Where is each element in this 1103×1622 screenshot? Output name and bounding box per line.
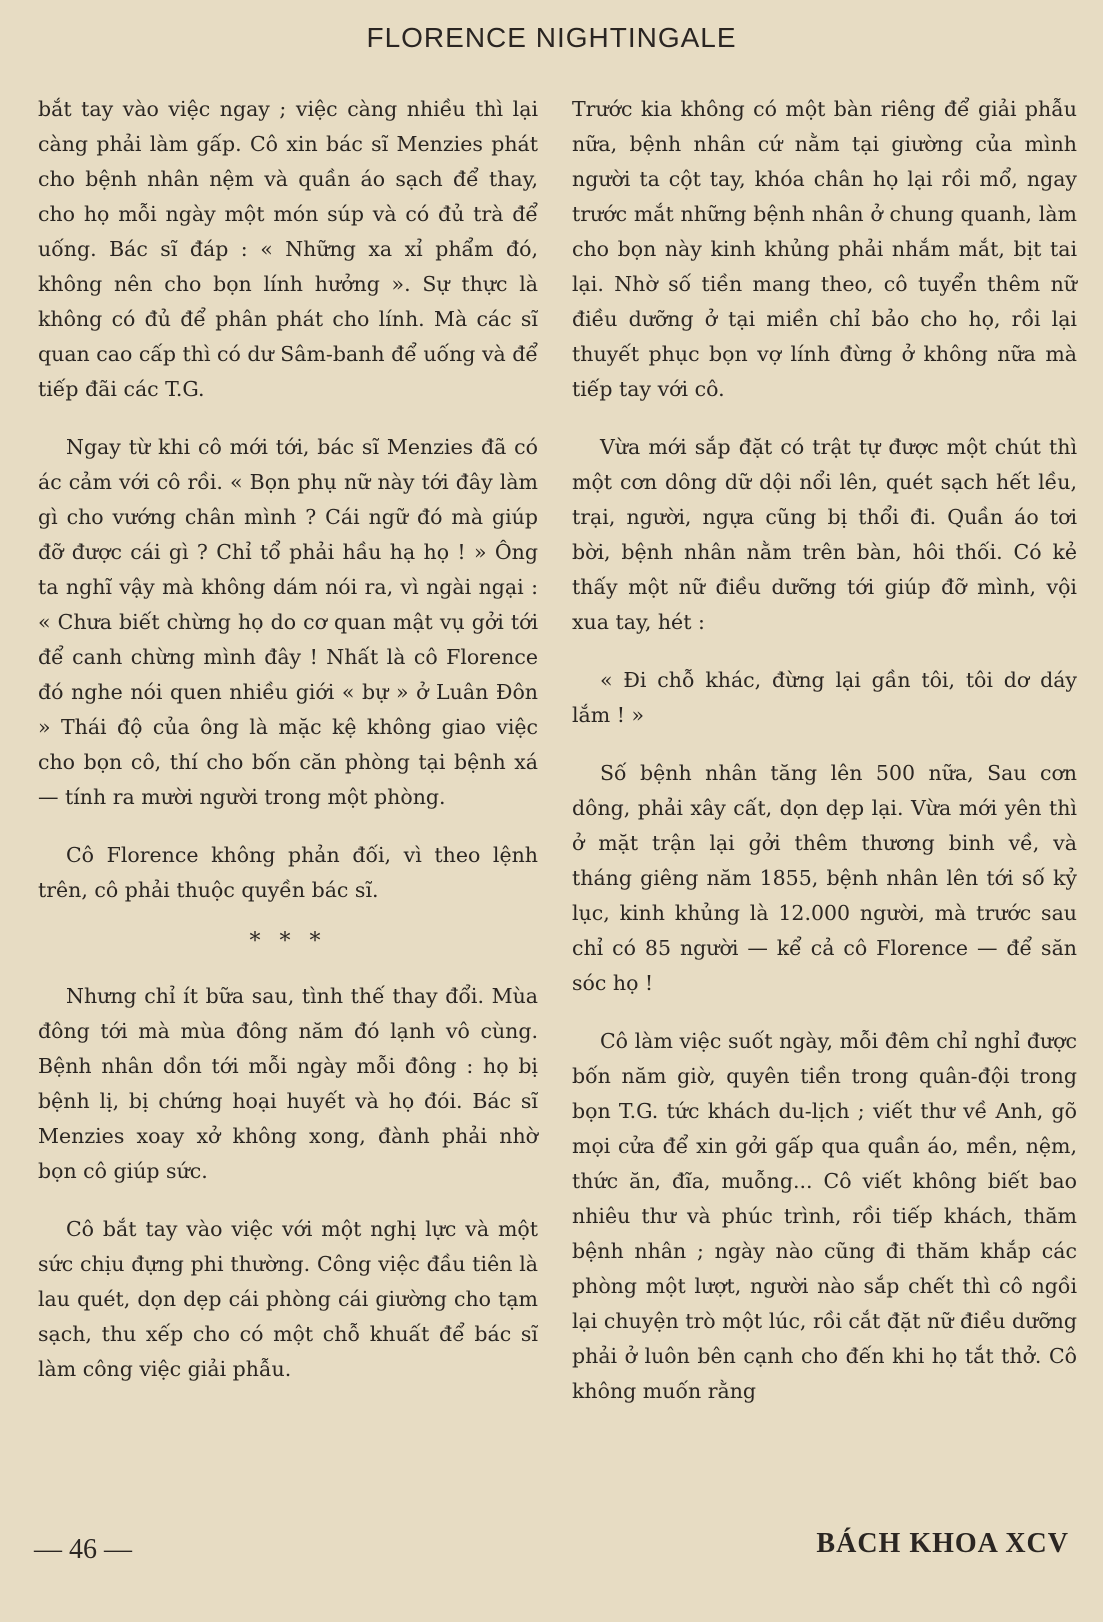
running-header: FLORENCE NIGHTINGALE <box>366 22 737 53</box>
quote-paragraph: « Đi chỗ khác, đừng lại gần tôi, tôi dơ dáy lắm ! » <box>572 668 1077 727</box>
paragraph: Ngay từ khi cô mới tới, bác sĩ Menzies đã có ác cảm với cô rồi. « Bọn phụ nữ này tới đây làm gì cho vướng chân mình ? Cái ngữ đó mà giúp đỡ được cái gì ? Chỉ tổ phải hầu hạ họ ! » Ông ta nghĩ vậy mà không dám nói ra, vì ngài ngại : « Chưa biết chừng họ do cơ quan mật vụ gởi tới để canh chừng mình đây ! Nhất là cô Florence đó nghe nói quen nhiều giới « bự » ở Luân Đôn » Thái độ của ông là mặc kệ không giao việc cho bọn cô, thí cho bốn căn phòng tại bệnh xá — tính ra mười người trong một phòng. <box>38 435 538 809</box>
paragraph: Trước kia không có một bàn riêng để giải phẫu nữa, bệnh nhân cứ nằm tại giường của mình người ta cột tay, khóa chân họ lại rồi mổ, ngay trước mắt những bệnh nhân ở chung quanh, làm cho bọn này kinh khủng phải nhắm mắt, bịt tai lại. Nhờ số tiền mang theo, cô tuyển thêm nữ điều dưỡng ở tại miền chỉ bảo cho họ, rồi lại thuyết phục bọn vợ lính đừng ở không nữa mà tiếp tay với cô. <box>572 97 1077 401</box>
paragraph: Cô bắt tay vào việc với một nghị lực và một sức chịu đựng phi thường. Công việc đầu tiên là lau quét, dọn dẹp cái phòng cái giường cho tạm sạch, thu xếp cho có một chỗ khuất để bác sĩ làm công việc giải phẫu. <box>38 1217 538 1381</box>
paragraph: Cô làm việc suốt ngày, mỗi đêm chỉ nghỉ được bốn năm giờ, quyên tiền trong quân-đội trong bọn T.G. tức khách du-lịch ; viết thư về Anh, gõ mọi cửa để xin gởi gấp qua quần áo, mền, nệm, thức ăn, đĩa, muỗng... Cô viết không biết bao nhiêu thư và phúc trình, rồi tiếp khách, thăm bệnh nhân ; ngày nào cũng đi thăm khắp các phòng một lượt, người nào sắp chết thì cô ngồi lại chuyện trò một lúc, rồi cắt đặt nữ điều dưỡng phải ở luôn bên cạnh cho đến khi họ tắt thở. Cô không muốn rằng <box>572 1029 1077 1403</box>
left-column <box>38 92 538 1410</box>
page-number: — 46 — <box>34 1534 132 1565</box>
paragraph: Nhưng chỉ ít bữa sau, tình thế thay đổi. Mùa đông tới mà mùa đông năm đó lạnh vô cùng. Bệnh nhân dồn tới mỗi ngày mỗi đông : họ bị bệnh lị, bị chứng hoại huyết và họ đói. Bác sĩ Menzies xoay xở không xong, đành phải nhờ bọn cô giúp sức. <box>38 984 538 1183</box>
paragraph: Cô Florence không phản đối, vì theo lệnh trên, cô phải thuộc quyền bác sĩ. <box>38 843 538 902</box>
section-separator: * * * <box>249 929 327 954</box>
paragraph: Số bệnh nhân tăng lên 500 nữa, Sau cơn dông, phải xây cất, dọn dẹp lại. Vừa mới yên thì ở mặt trận lại gởi thêm thương binh về, và tháng giêng năm 1855, bệnh nhân lên tới số kỷ lục, kinh khủng là 12.000 người, mà trước sau chỉ có 85 người — kể cả cô Florence — để săn sóc họ ! <box>572 761 1077 995</box>
paragraph: bắt tay vào việc ngay ; việc càng nhiều thì lại càng phải làm gấp. Cô xin bác sĩ Menzies phát cho bệnh nhân nệm và quần áo sạch để thay, cho họ mỗi ngày một món súp và có đủ trà để uống. Bác sĩ đáp : « Những xa xỉ phẩm đó, không nên cho bọn lính hưởng ». Sự thực là không có đủ để phân phát cho lính. Mà các sĩ quan cao cấp thì có dư Sâm-banh để uống và để tiếp đãi các T.G. <box>38 97 538 401</box>
right-column <box>572 92 1077 1432</box>
publication-name: BÁCH KHOA XCV <box>816 1528 1069 1559</box>
paragraph: Vừa mới sắp đặt có trật tự được một chút thì một cơn dông dữ dội nổi lên, quét sạch hết lều, trại, người, ngựa cũng bị thổi đi. Quần áo tơi bời, bệnh nhân nằm trên bàn, hôi thối. Có kẻ thấy một nữ điều dưỡng tới giúp đỡ mình, vội xua tay, hét : <box>572 435 1077 634</box>
